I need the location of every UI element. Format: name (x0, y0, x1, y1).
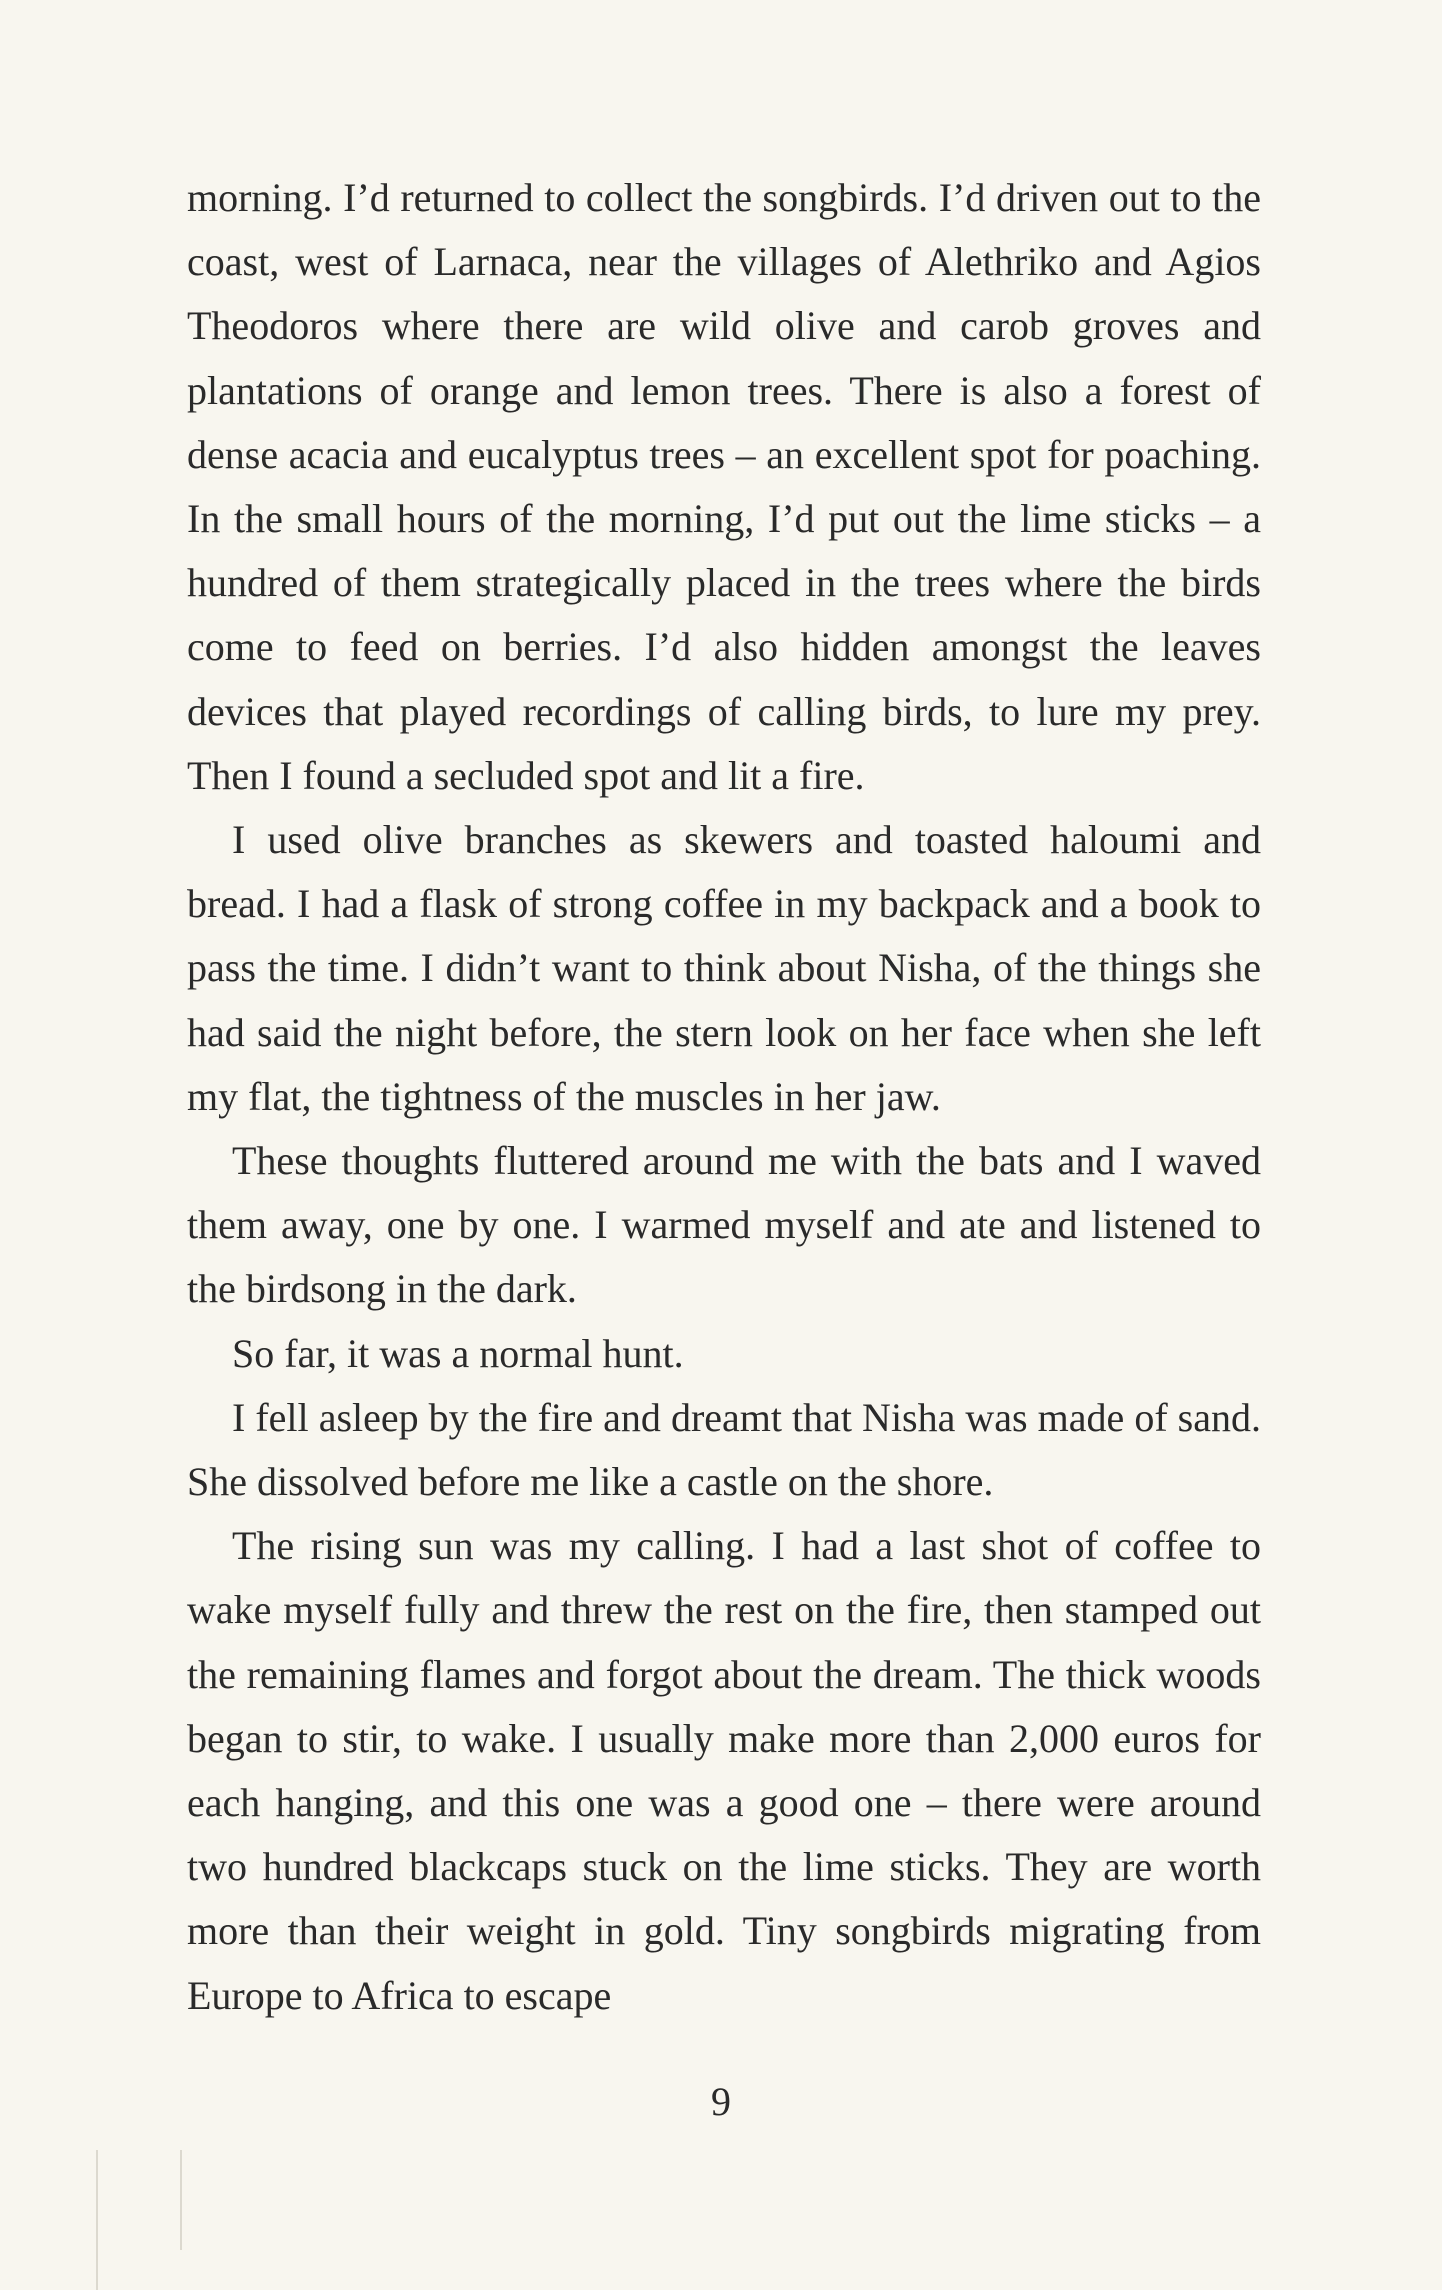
paragraph: These thoughts fluttered around me with the bats and I waved them away, one by one. I warmed myself and ate and listened to the birdsong in the dark. (187, 1138, 1261, 1312)
page-number: 9 (711, 2079, 731, 2124)
bottom-edge-mark (180, 2150, 182, 2250)
paragraph: I fell asleep by the fire and dreamt that Nisha was made of sand. She dissolved before me like a castle on the shore. (187, 1394, 1261, 1505)
paragraph: morning. I’d returned to collect the songbirds. I’d driven out to the coast, west of Larnaca, near the villages of Alethriko and Agios Theodoros where there are wild olive and carob groves and plantations of orange and lemon trees. There is also a forest of dense acacia and eucalyptus trees – an excellent spot for poaching. In the small hours of the morning, I’d put out the lime sticks – a hundred of them strategically placed in the trees where the birds come to feed on berries. I’d also hidden amongst the leaves devices that played recordings of calling birds, to lure my prey. Then I found a secluded spot and lit a fire. (187, 175, 1261, 798)
paragraph: I used olive branches as skewers and toasted haloumi and bread. I had a flask of strong coffee in my backpack and a book to pass the time. I didn’t want to think about Nisha, of the things she had said the night before, the stern look on her face when she left my flat, the tightness of the muscles in her jaw. (187, 817, 1261, 1119)
left-edge-shadow (96, 2150, 98, 2290)
paragraph: The rising sun was my calling. I had a last shot of coffee to wake myself fully and threw the rest on the fire, then stamped out the remaining flames and forgot about the dream. The thick woods began to stir, to wake. I usually make more than 2,000 euros for each hanging, and this one was a good one – there were around two hundred blackcaps stuck on the lime sticks. They are worth more than their weight in gold. Tiny songbirds migrating from Europe to Africa to escape (187, 1523, 1261, 2018)
paragraph: So far, it was a normal hunt. (232, 1330, 684, 1376)
body-text (187, 166, 1261, 2028)
